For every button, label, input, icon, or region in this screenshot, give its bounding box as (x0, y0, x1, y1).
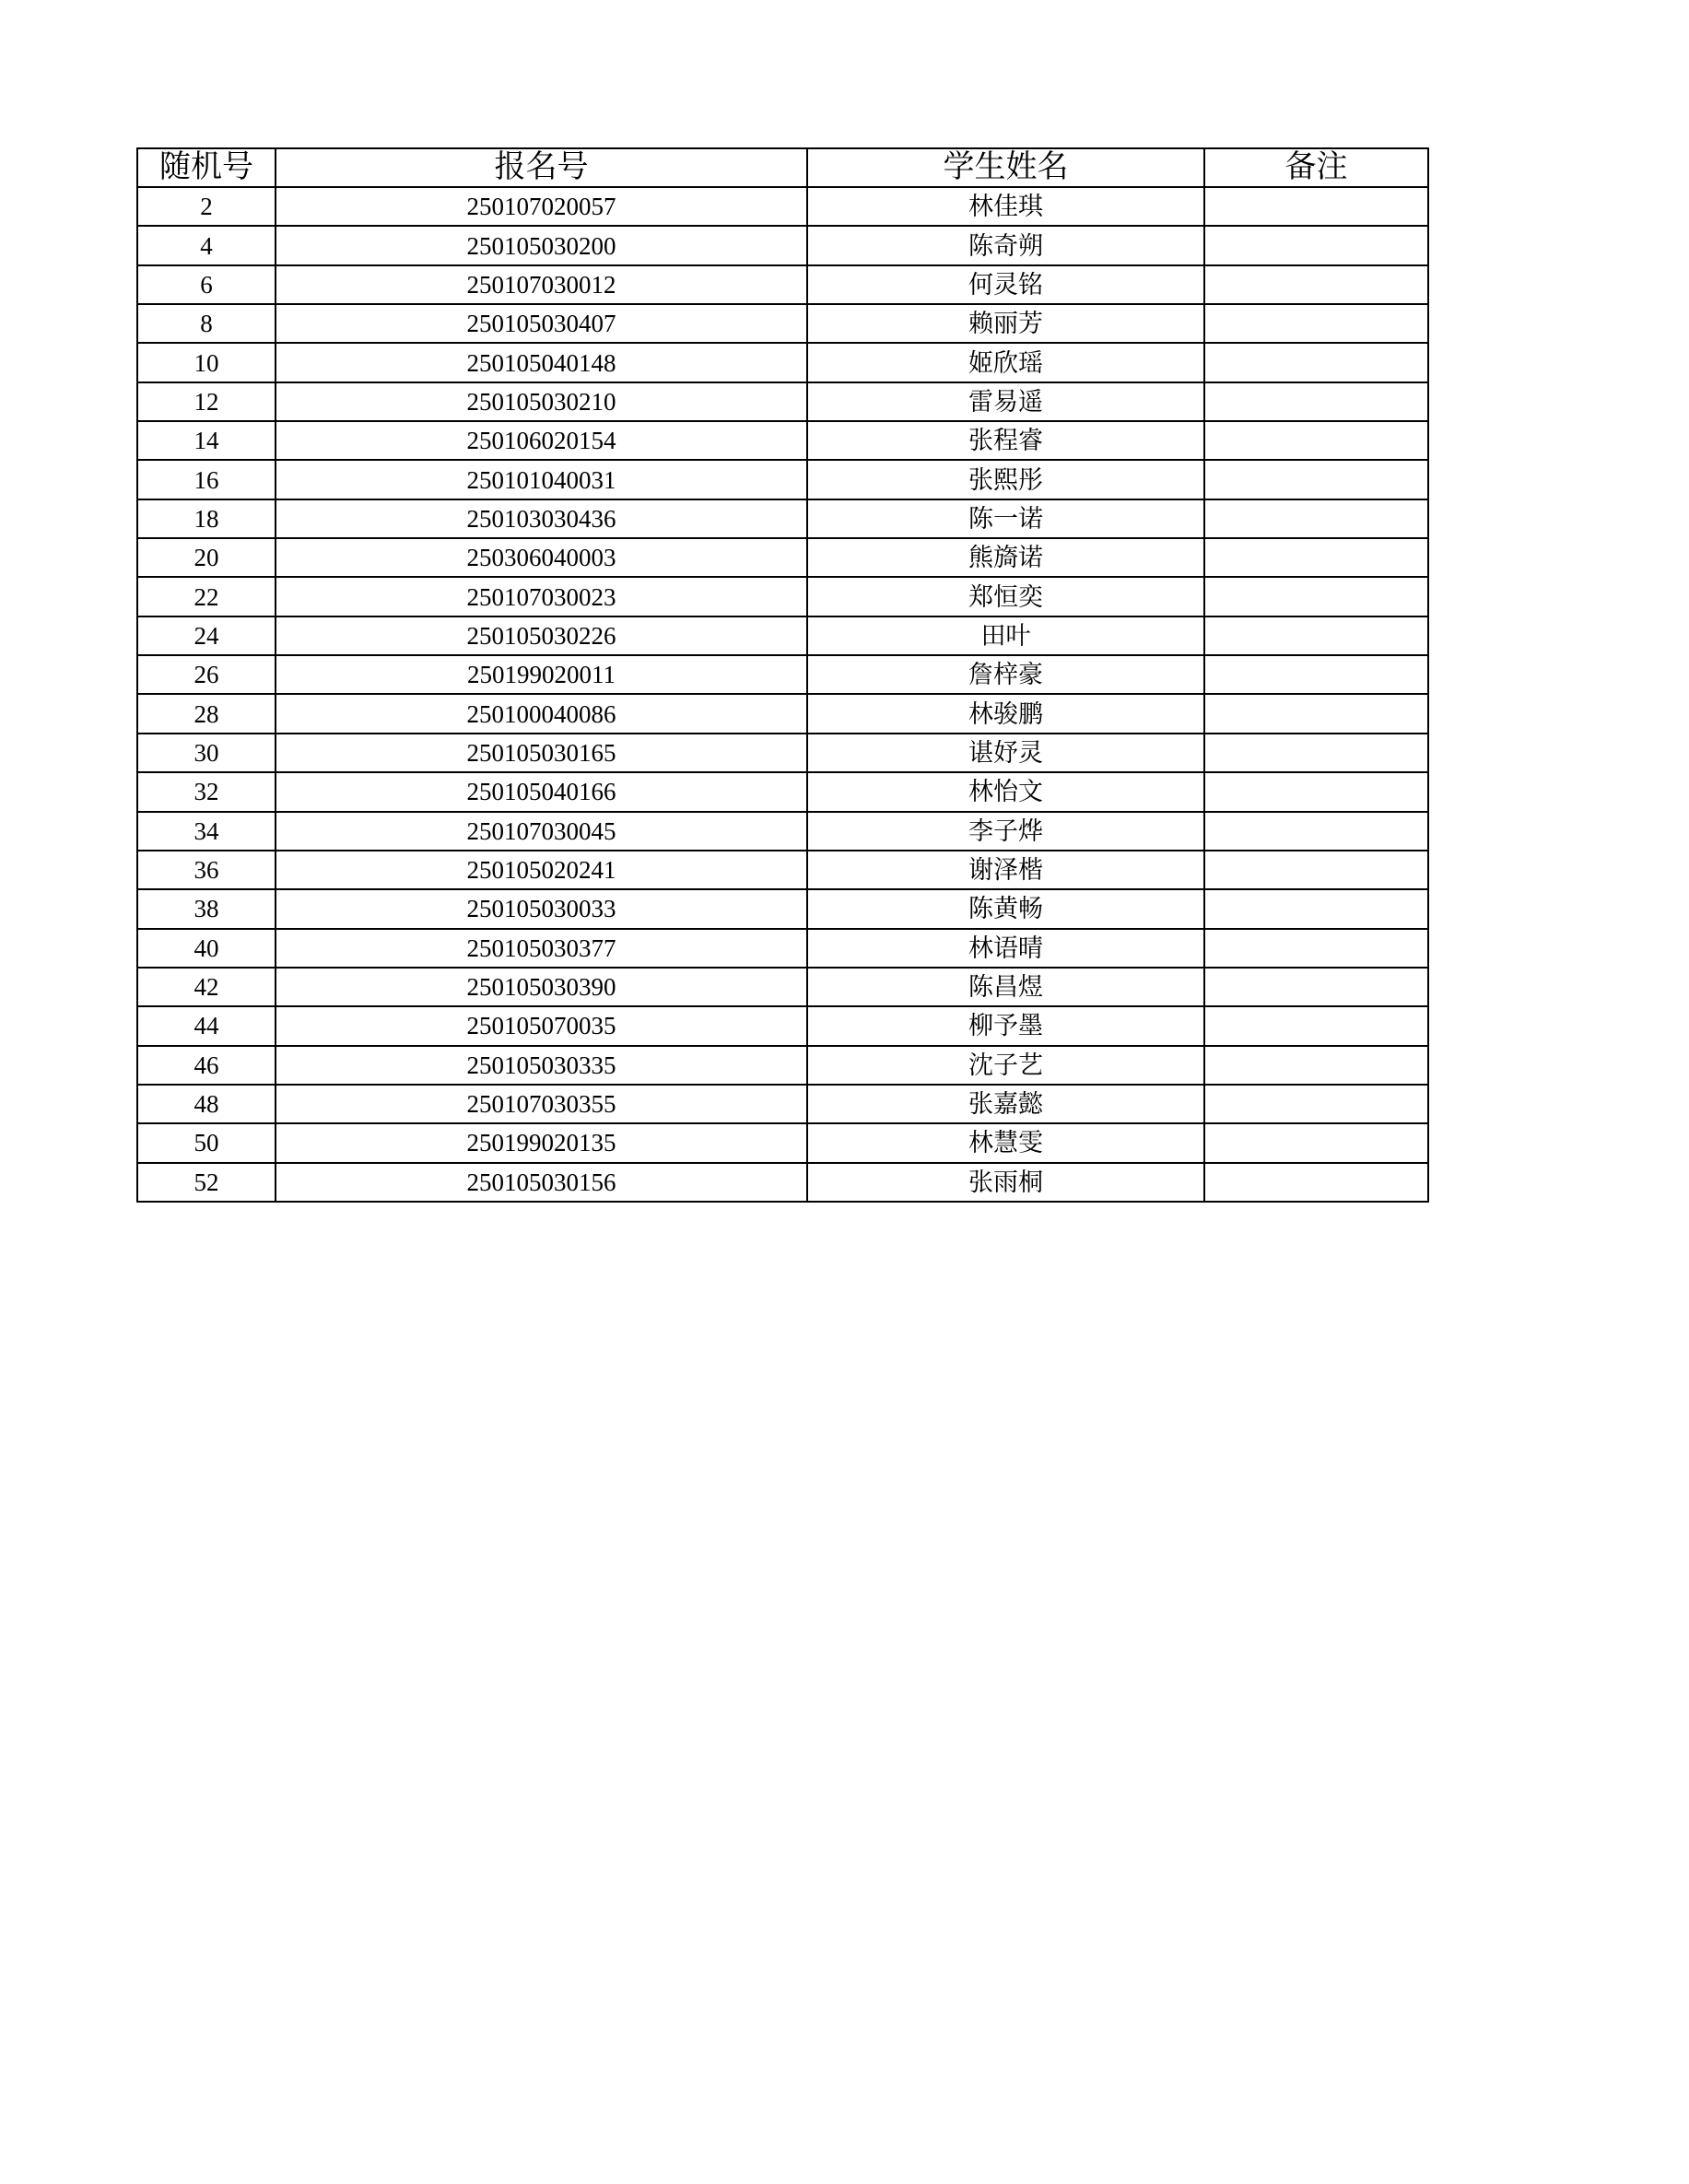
registration-number-cell: 250105030156 (276, 1163, 807, 1202)
table-row (137, 304, 1428, 343)
student-name-cell: 林怡文 (807, 772, 1204, 811)
remark-cell (1204, 734, 1428, 772)
random-number-cell: 42 (137, 968, 276, 1006)
student-name-cell: 陈一诺 (807, 499, 1204, 538)
random-number-cell: 44 (137, 1006, 276, 1045)
remark-cell (1204, 226, 1428, 264)
registration-number-cell: 250107030023 (276, 577, 807, 616)
student-name-cell: 张嘉懿 (807, 1085, 1204, 1123)
student-name-cell: 张程睿 (807, 421, 1204, 460)
registration-number-cell: 250105030390 (276, 968, 807, 1006)
student-name-cell: 詹梓豪 (807, 655, 1204, 694)
student-name-cell: 林语晴 (807, 929, 1204, 968)
student-name-cell: 谌妤灵 (807, 734, 1204, 772)
remark-cell (1204, 1006, 1428, 1045)
random-number-cell: 36 (137, 851, 276, 889)
student-name-cell: 郑恒奕 (807, 577, 1204, 616)
remark-cell (1204, 929, 1428, 968)
table-row (137, 889, 1428, 928)
table-row (137, 772, 1428, 811)
header-row (137, 148, 1428, 187)
random-number-cell: 46 (137, 1046, 276, 1085)
remark-cell (1204, 577, 1428, 616)
remark-cell (1204, 382, 1428, 421)
table-row (137, 460, 1428, 499)
registration-number-cell: 250100040086 (276, 694, 807, 733)
random-number-cell: 34 (137, 812, 276, 851)
random-number-header: 随机号 (137, 148, 276, 187)
registration-number-cell: 250101040031 (276, 460, 807, 499)
registration-number-cell: 250306040003 (276, 538, 807, 577)
random-number-cell: 32 (137, 772, 276, 811)
table-row (137, 929, 1428, 968)
random-number-cell: 4 (137, 226, 276, 264)
table-row (137, 382, 1428, 421)
random-number-cell: 16 (137, 460, 276, 499)
table-header (137, 148, 1428, 187)
table-row (137, 616, 1428, 655)
table-row (137, 694, 1428, 733)
registration-number-cell: 250107030012 (276, 265, 807, 304)
table-row (137, 499, 1428, 538)
registration-number-cell: 250199020011 (276, 655, 807, 694)
random-number-cell: 14 (137, 421, 276, 460)
random-number-cell: 40 (137, 929, 276, 968)
table-row (137, 851, 1428, 889)
remark-cell (1204, 851, 1428, 889)
remark-cell (1204, 265, 1428, 304)
table-row (137, 1006, 1428, 1045)
random-number-cell: 48 (137, 1085, 276, 1123)
table-row (137, 577, 1428, 616)
remark-cell (1204, 304, 1428, 343)
student-name-cell: 谢泽楷 (807, 851, 1204, 889)
remark-cell (1204, 187, 1428, 226)
random-number-cell: 24 (137, 616, 276, 655)
table-row (137, 187, 1428, 226)
student-name-cell: 陈奇朔 (807, 226, 1204, 264)
remark-cell (1204, 460, 1428, 499)
registration-number-cell: 250107030355 (276, 1085, 807, 1123)
table-row (137, 734, 1428, 772)
student-name-cell: 雷易遥 (807, 382, 1204, 421)
student-name-cell: 田叶 (807, 616, 1204, 655)
student-name-cell: 熊旖诺 (807, 538, 1204, 577)
registration-number-cell: 250105030033 (276, 889, 807, 928)
remark-cell (1204, 772, 1428, 811)
table-row (137, 1163, 1428, 1202)
table-row (137, 812, 1428, 851)
student-name-cell: 林骏鹏 (807, 694, 1204, 733)
random-number-cell: 10 (137, 343, 276, 382)
random-number-cell: 22 (137, 577, 276, 616)
student-name-cell: 张雨桐 (807, 1163, 1204, 1202)
registration-number-cell: 250107030045 (276, 812, 807, 851)
remark-cell (1204, 421, 1428, 460)
registration-number-cell: 250105030165 (276, 734, 807, 772)
student-name-cell: 林佳琪 (807, 187, 1204, 226)
random-number-cell: 50 (137, 1123, 276, 1162)
remark-cell (1204, 1123, 1428, 1162)
student-name-cell: 李子烨 (807, 812, 1204, 851)
random-number-cell: 20 (137, 538, 276, 577)
remark-cell (1204, 889, 1428, 928)
student-name-cell: 林慧雯 (807, 1123, 1204, 1162)
registration-number-cell: 250105030226 (276, 616, 807, 655)
registration-number-cell: 250105070035 (276, 1006, 807, 1045)
registration-number-cell: 250103030436 (276, 499, 807, 538)
registration-number-cell: 250105020241 (276, 851, 807, 889)
registration-number-cell: 250106020154 (276, 421, 807, 460)
table-row (137, 265, 1428, 304)
remark-cell (1204, 538, 1428, 577)
table-row (137, 538, 1428, 577)
remark-cell (1204, 812, 1428, 851)
remark-cell (1204, 1085, 1428, 1123)
student-name-cell: 柳予墨 (807, 1006, 1204, 1045)
table-row (137, 1085, 1428, 1123)
registration-number-cell: 250105030335 (276, 1046, 807, 1085)
random-number-cell: 28 (137, 694, 276, 733)
registration-number-cell: 250105040148 (276, 343, 807, 382)
random-number-cell: 6 (137, 265, 276, 304)
remark-cell (1204, 1163, 1428, 1202)
random-number-cell: 26 (137, 655, 276, 694)
table-row (137, 968, 1428, 1006)
table-row (137, 343, 1428, 382)
registration-number-cell: 250105030210 (276, 382, 807, 421)
random-number-cell: 2 (137, 187, 276, 226)
remark-cell (1204, 1046, 1428, 1085)
table-row (137, 655, 1428, 694)
remark-cell (1204, 616, 1428, 655)
random-number-cell: 38 (137, 889, 276, 928)
student-name-cell: 赖丽芳 (807, 304, 1204, 343)
table-row (137, 1123, 1428, 1162)
table-row (137, 1046, 1428, 1085)
random-number-cell: 52 (137, 1163, 276, 1202)
remark-cell (1204, 343, 1428, 382)
student-name-header: 学生姓名 (807, 148, 1204, 187)
student-name-cell: 姬欣瑶 (807, 343, 1204, 382)
remark-cell (1204, 499, 1428, 538)
table-row (137, 421, 1428, 460)
registration-number-cell: 250199020135 (276, 1123, 807, 1162)
random-number-cell: 30 (137, 734, 276, 772)
registration-number-header: 报名号 (276, 148, 807, 187)
random-number-cell: 8 (137, 304, 276, 343)
registration-number-cell: 250105030377 (276, 929, 807, 968)
roster-body (137, 187, 1428, 1202)
student-name-cell: 沈子艺 (807, 1046, 1204, 1085)
student-name-cell: 张熙彤 (807, 460, 1204, 499)
remark-cell (1204, 968, 1428, 1006)
remark-header: 备注 (1204, 148, 1428, 187)
student-roster-table (136, 147, 1429, 1203)
registration-number-cell: 250107020057 (276, 187, 807, 226)
remark-cell (1204, 694, 1428, 733)
student-name-cell: 陈昌煜 (807, 968, 1204, 1006)
random-number-cell: 18 (137, 499, 276, 538)
student-name-cell: 陈黄畅 (807, 889, 1204, 928)
student-name-cell: 何灵铭 (807, 265, 1204, 304)
remark-cell (1204, 655, 1428, 694)
registration-number-cell: 250105030407 (276, 304, 807, 343)
registration-number-cell: 250105040166 (276, 772, 807, 811)
random-number-cell: 12 (137, 382, 276, 421)
registration-number-cell: 250105030200 (276, 226, 807, 264)
table-row (137, 226, 1428, 264)
